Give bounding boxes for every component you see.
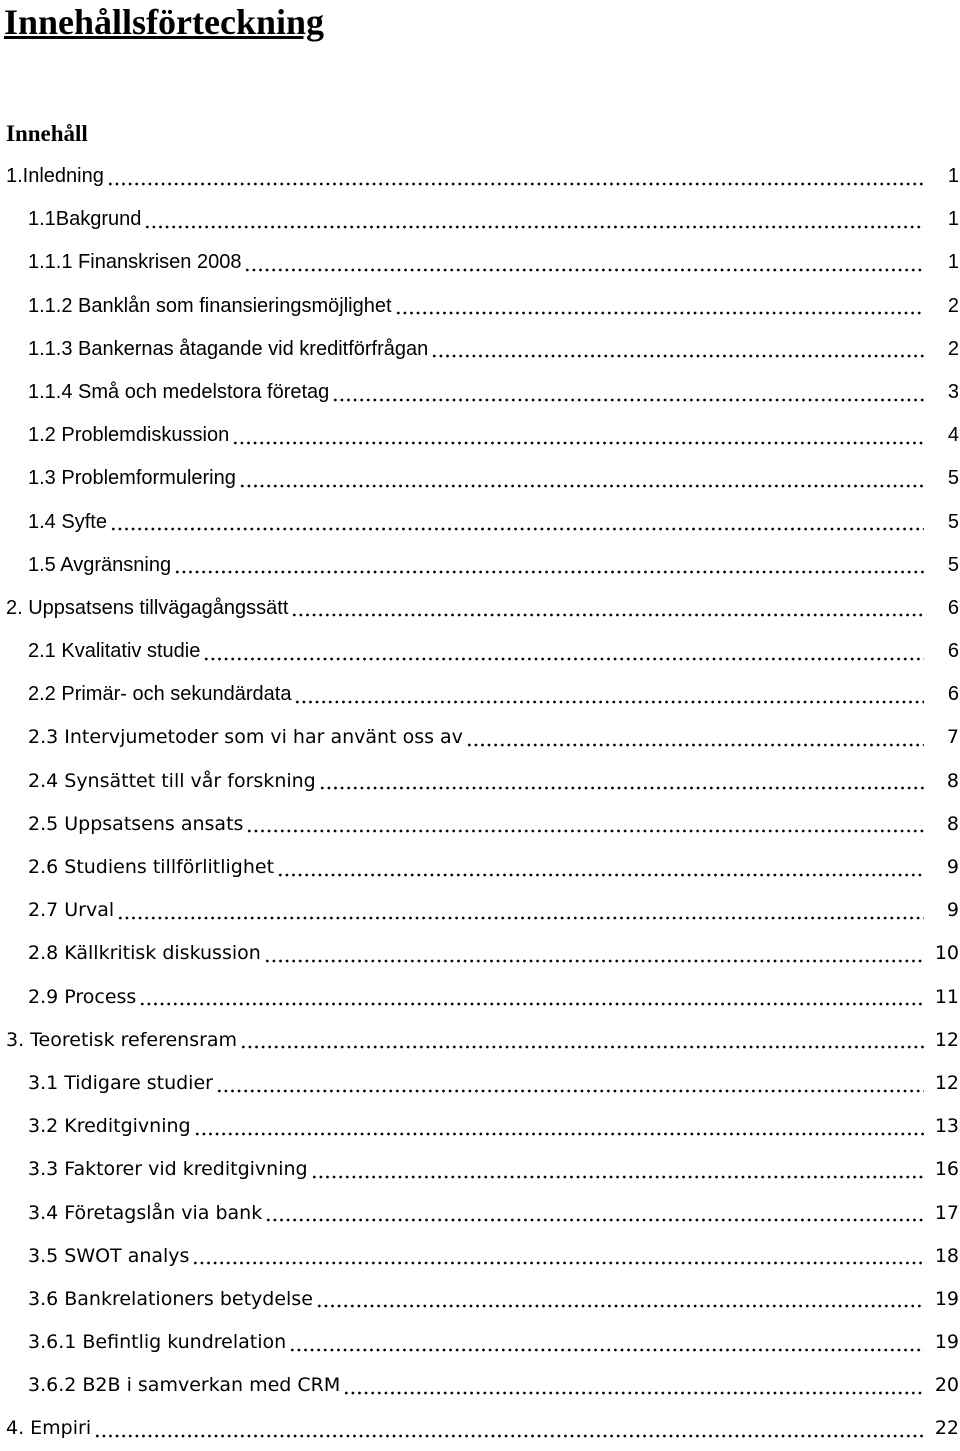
toc-dot-leader bbox=[144, 208, 924, 232]
toc-dot-leader bbox=[216, 1072, 924, 1096]
toc-entry[interactable] bbox=[0, 1105, 960, 1148]
toc-entry-title: 1.Inledning bbox=[6, 165, 104, 187]
toc-entry-title: 3.5 SWOT analys bbox=[28, 1244, 190, 1267]
toc-entry-title: 2.1 Kvalitativ studie bbox=[28, 640, 201, 663]
toc-entry-title: 1.3 Problemformulering bbox=[28, 467, 236, 490]
toc-entry[interactable] bbox=[0, 371, 960, 414]
toc-dot-leader bbox=[194, 1115, 924, 1139]
toc-entry[interactable] bbox=[0, 328, 960, 371]
toc-dot-leader bbox=[264, 942, 924, 966]
toc-page-number: 12 bbox=[934, 1071, 959, 1094]
toc-entry-title: 3.4 Företagslån via bank bbox=[28, 1201, 263, 1224]
toc-dot-leader bbox=[289, 1331, 924, 1355]
toc-entry[interactable] bbox=[0, 457, 960, 500]
toc-dot-leader bbox=[291, 596, 924, 620]
toc-page-number: 8 bbox=[946, 769, 959, 792]
toc-entry-title: 1.4 Syfte bbox=[28, 510, 107, 533]
toc-page-number: 19 bbox=[934, 1287, 959, 1310]
toc-dot-leader bbox=[174, 553, 924, 577]
toc-page-number: 6 bbox=[947, 683, 959, 706]
toc-entry[interactable] bbox=[0, 932, 960, 975]
toc-entry[interactable] bbox=[0, 1321, 960, 1364]
toc-page-number: 6 bbox=[947, 596, 959, 619]
toc-entry-title: 2.8 Källkritisk diskussion bbox=[28, 942, 261, 965]
toc-page-number: 9 bbox=[946, 899, 959, 922]
toc-page-number: 20 bbox=[934, 1374, 959, 1397]
toc-entry[interactable] bbox=[0, 414, 960, 457]
toc-entry[interactable] bbox=[0, 673, 960, 716]
toc-page-number: 1 bbox=[947, 165, 959, 187]
toc-entry-title: 4. Empiri bbox=[6, 1417, 92, 1440]
toc-entry[interactable] bbox=[0, 1192, 960, 1235]
toc-page-number: 16 bbox=[934, 1158, 959, 1181]
toc-entry-title: 3.6 Bankrelationers betydelse bbox=[28, 1287, 313, 1310]
toc-page-number: 11 bbox=[934, 985, 959, 1008]
toc-page-number: 5 bbox=[947, 467, 959, 490]
toc-dot-leader bbox=[117, 899, 924, 923]
toc-dot-leader bbox=[265, 1201, 924, 1225]
toc-dot-leader bbox=[319, 769, 924, 793]
toc-dot-leader bbox=[343, 1374, 924, 1398]
toc-dot-leader bbox=[431, 337, 924, 361]
toc-entry[interactable] bbox=[0, 630, 960, 673]
toc-entry-title: 2. Uppsatsens tillvägagångssätt bbox=[6, 596, 289, 619]
toc-entry-title: 2.9 Process bbox=[28, 985, 137, 1008]
toc-page-number: 5 bbox=[947, 510, 959, 533]
toc-page-number: 12 bbox=[934, 1028, 959, 1051]
toc-entry-title: 2.6 Studiens tillförlitlighet bbox=[28, 856, 275, 878]
toc-entry[interactable] bbox=[0, 803, 960, 846]
toc-entry[interactable] bbox=[0, 1148, 960, 1191]
toc-entry[interactable] bbox=[0, 1235, 960, 1278]
toc-entry[interactable] bbox=[0, 501, 960, 544]
toc-page-number: 6 bbox=[947, 640, 959, 663]
toc-page-number: 9 bbox=[946, 856, 959, 878]
toc-entry-title: 1.2 Problemdiskussion bbox=[28, 424, 230, 447]
toc-entry[interactable] bbox=[0, 198, 960, 241]
toc-page-number: 17 bbox=[934, 1201, 959, 1224]
toc-entry-title: 3.6.2 B2B i samverkan med CRM bbox=[28, 1374, 341, 1397]
toc-dot-leader bbox=[239, 467, 924, 491]
toc-entry[interactable] bbox=[0, 976, 960, 1019]
toc-entry-title: 3.6.1 Befintlig kundrelation bbox=[28, 1331, 287, 1354]
toc-entry-title: 2.5 Uppsatsens ansats bbox=[28, 812, 244, 835]
toc-page-number: 8 bbox=[946, 812, 959, 835]
toc-entry-title: 2.3 Intervjumetoder som vi har använt oss av bbox=[28, 726, 463, 749]
toc-entry[interactable] bbox=[0, 1019, 960, 1062]
toc-entry-title: 1.1.3 Bankernas åtagande vid kreditförfrågan bbox=[28, 337, 429, 360]
toc-entry[interactable] bbox=[0, 1062, 960, 1105]
toc-dot-leader bbox=[294, 683, 924, 707]
toc-page-number: 5 bbox=[947, 553, 959, 576]
toc-heading: Innehåll bbox=[6, 121, 88, 146]
toc-entry-title: 1.1Bakgrund bbox=[28, 208, 142, 231]
toc-dot-leader bbox=[232, 424, 924, 448]
toc-entry[interactable] bbox=[0, 241, 960, 284]
toc-entry[interactable] bbox=[0, 716, 960, 759]
toc-entry[interactable] bbox=[0, 285, 960, 328]
toc-entry-title: 3. Teoretisk referensram bbox=[6, 1028, 238, 1051]
toc-page-number: 13 bbox=[934, 1115, 959, 1138]
toc-page-number: 7 bbox=[946, 726, 959, 749]
toc-entry-title: 3.1 Tidigare studier bbox=[28, 1071, 213, 1094]
toc-dot-leader bbox=[94, 1417, 924, 1441]
toc-page-number: 4 bbox=[947, 424, 959, 447]
document-title: Innehållsförteckning bbox=[4, 2, 325, 42]
toc-page-number: 10 bbox=[934, 942, 959, 965]
toc-entry[interactable] bbox=[0, 1364, 960, 1407]
toc-entry[interactable] bbox=[0, 760, 960, 803]
toc-page-number: 18 bbox=[934, 1244, 959, 1267]
toc-entry[interactable] bbox=[0, 889, 960, 932]
toc-page-number: 2 bbox=[947, 337, 959, 360]
toc-dot-leader bbox=[240, 1028, 924, 1052]
toc-entry[interactable] bbox=[0, 1278, 960, 1321]
toc-dot-leader bbox=[395, 294, 924, 318]
toc-entry-title: 1.1.1 Finanskrisen 2008 bbox=[28, 251, 242, 274]
toc-entry-title: 2.4 Synsättet till vår forskning bbox=[28, 769, 316, 792]
toc-entry-title: 1.1.2 Banklån som finansieringsmöjlighet bbox=[28, 294, 392, 317]
toc-dot-leader bbox=[246, 812, 924, 836]
toc-dot-leader bbox=[107, 165, 924, 189]
toc-page-number: 22 bbox=[934, 1417, 959, 1440]
toc-entry-title: 1.1.4 Små och medelstora företag bbox=[28, 380, 330, 403]
toc-dot-leader bbox=[192, 1244, 924, 1268]
toc-dot-leader bbox=[311, 1158, 924, 1182]
toc-entry[interactable] bbox=[0, 1407, 960, 1450]
toc-dot-leader bbox=[110, 510, 924, 534]
toc-page-number: 3 bbox=[947, 380, 959, 403]
toc-dot-leader bbox=[466, 726, 924, 750]
toc-dot-leader bbox=[316, 1287, 924, 1311]
toc-entry-title: 2.2 Primär- och sekundärdata bbox=[28, 683, 292, 706]
toc-dot-leader bbox=[244, 251, 924, 275]
toc-entry[interactable] bbox=[0, 544, 960, 587]
toc-page-number: 1 bbox=[947, 208, 959, 231]
toc-dot-leader bbox=[277, 856, 924, 880]
toc-dot-leader bbox=[139, 985, 924, 1009]
toc-entry-title: 1.5 Avgränsning bbox=[28, 553, 172, 576]
table-of-contents bbox=[0, 155, 960, 1451]
toc-dot-leader bbox=[332, 381, 924, 405]
toc-entry-title: 2.7 Urval bbox=[28, 899, 115, 922]
toc-entry-title: 3.2 Kreditgivning bbox=[28, 1115, 191, 1138]
toc-page-number: 1 bbox=[947, 251, 959, 274]
toc-entry[interactable] bbox=[0, 587, 960, 630]
toc-dot-leader bbox=[203, 640, 924, 664]
toc-entry-title: 3.3 Faktorer vid kreditgivning bbox=[28, 1158, 308, 1181]
toc-page-number: 19 bbox=[934, 1331, 959, 1354]
toc-entry[interactable] bbox=[0, 155, 960, 198]
toc-page-number: 2 bbox=[947, 294, 959, 317]
toc-entry[interactable] bbox=[0, 846, 960, 889]
